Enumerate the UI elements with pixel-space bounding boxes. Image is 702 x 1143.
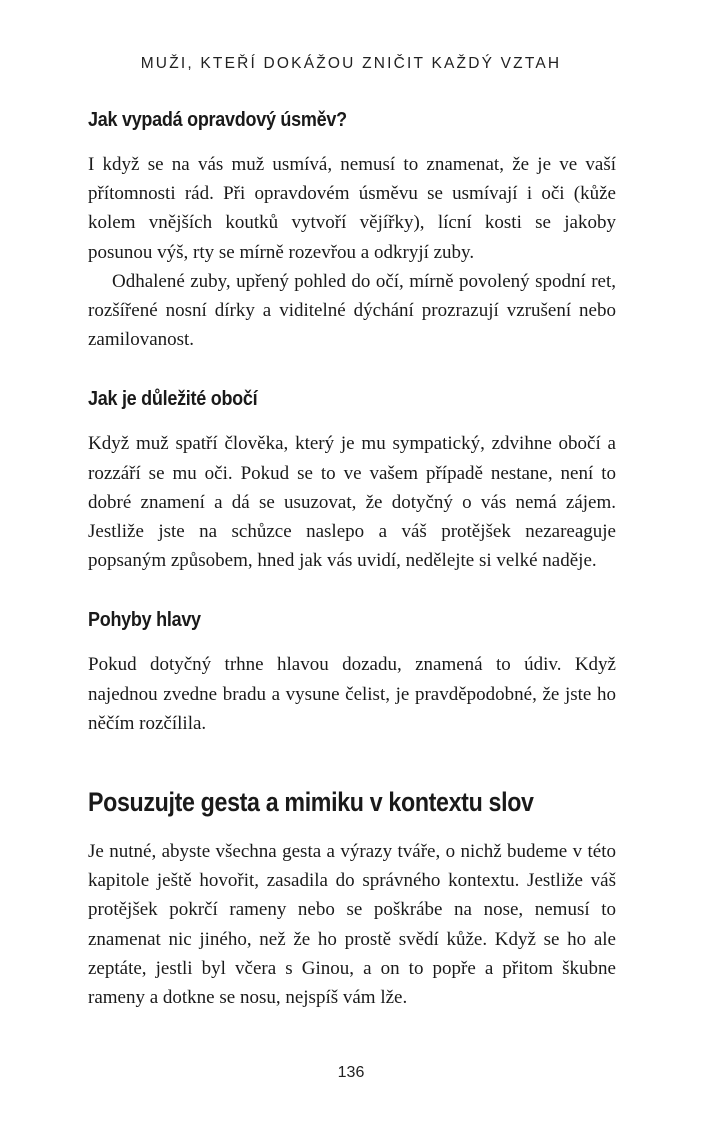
section-heading-smile: Jak vypadá opravdový úsměv?: [88, 109, 347, 131]
page-number: 136: [337, 1064, 365, 1081]
chapter-heading: Posuzujte gesta a mimiku v kontextu slov: [88, 787, 534, 818]
running-head: MUŽI, KTEŘÍ DOKÁŽOU ZNIČIT KAŽDÝ VZTAH: [140, 55, 562, 72]
paragraph-context: Je nutné, abyste všechna gesta a výrazy tváře, o nichž budeme v této kapitole ještě hovořit, zasadila do správného kontextu. Jestliže váš protějšek pokrčí rameny nebo se poškrábe na nose, nemusí to znamenat nic jiného, než že ho prostě svědí kůže. Když se ho ale zeptáte, jestli byl včera s Ginou, a on to popře a přitom škubne rameny a dotkne se nosu, nejspíš vám lže.: [88, 841, 616, 1009]
paragraph-eyebrows: Když muž spatří člověka, který je mu sympatický, zdvihne obočí a rozzáří se mu oči. Pokud se to ve vašem případě nestane, není to dobré znamení a dá se usuzovat, že dotyčný o vás nemá zájem. Jestliže jste na schůzce naslepo a váš protějšek nezareaguje popsaným způsobem, hned jak vás uvidí, nedělejte si velké naděje.: [88, 433, 616, 572]
section-heading-eyebrows: Jak je důležité obočí: [88, 388, 258, 411]
paragraph-smile-1: I když se na vás muž usmívá, nemusí to znamenat, že je ve vaší přítomnosti rád. Při opravdovém úsměvu se usmívají i oči (kůže kolem vnějších koutků vytvoří vějířky), lícní kosti se jakoby posunou výš, rty se mírně rozevřou a odkryjí zuby.: [88, 154, 616, 263]
paragraph-smile-2: Odhalené zuby, upřený pohled do očí, mírně povolený spodní ret, rozšířené nosní dírky a viditelné dýchání prozrazují vzrušení nebo zamilovanost.: [88, 270, 616, 351]
page-content: [88, 105, 616, 1012]
section-heading-head-movements: Pohyby hlavy: [88, 609, 201, 632]
paragraph-head-movements: Pokud dotyčný trhne hlavou dozadu, znamená to údiv. Když najednou zvedne bradu a vysune čelist, je pravděpodobné, že jste ho něčím rozčílila.: [88, 654, 616, 734]
